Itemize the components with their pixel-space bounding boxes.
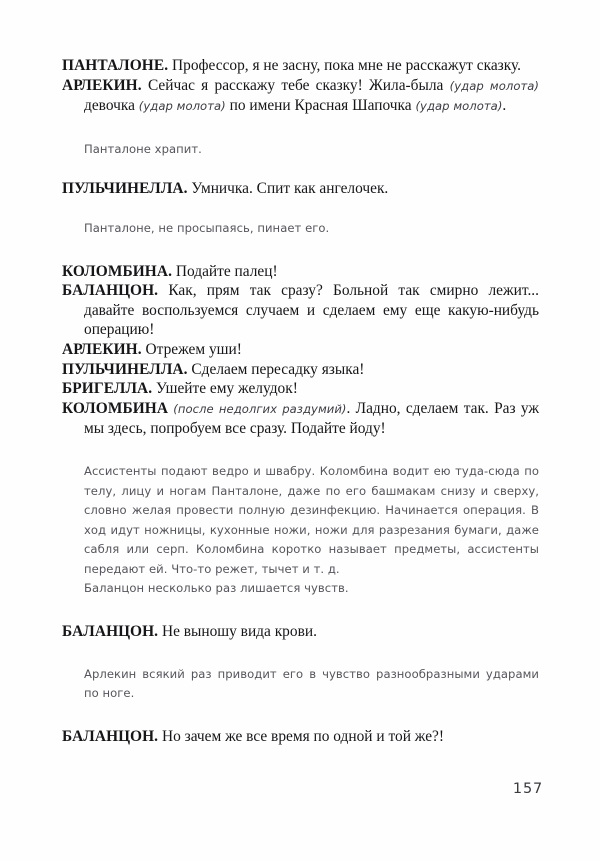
speaker-name: АРЛЕКИН. [62,340,142,358]
dialogue-text: по имени Красная Шапочка [225,97,416,115]
spacer [62,159,539,179]
dialogue-line [62,262,539,282]
stage-cue: (удар молота) [449,78,539,93]
speaker-name: КОЛОМБИНА. [62,262,173,280]
page-body [62,56,539,746]
speaker-name: БАЛАНЦОН. [62,623,159,641]
dialogue-line [62,379,539,399]
dialogue-text: Сейчас я расскажу тебе сказку! Жила-была [141,76,450,94]
dialogue-line [62,360,539,380]
dialogue-text: Умничка. Спит как ангелочек. [187,180,389,198]
spacer [62,239,539,262]
stage-cue: (удар молота) [138,99,226,114]
speaker-name: КОЛОМБИНА [62,399,169,417]
dialogue-text: Сделаем пересадку языка! [187,360,365,378]
stage-cue: (после недолгих раздумий) [168,401,347,416]
dialogue-text: Отрежем уши! [141,340,242,358]
dialogue-line [62,281,539,340]
spacer [62,642,539,665]
speaker-name: ПУЛЬЧИНЕЛЛА. [62,360,188,378]
speaker-name: ПАНТАЛОНЕ. [62,57,169,74]
dialogue-line [62,727,539,747]
dialogue-line [62,622,539,642]
speaker-name: БРИГЕЛЛА. [62,380,153,398]
stage-direction: Ассистенты подают ведро и швабру. Коломбина водит ею туда-сюда по телу, лицу и ногам Панталоне, даже по его башмакам снизу и сверху, словно желая провести полную дезинфекцию. Начинается операция. В ход идут ножницы, кухонные ножи, ножи для разрезания бумаги, даже сабля или серп. Коломбина коротко называет предметы, ассистенты передают ей. Что-то режет, тычет и т. д. [84,463,539,576]
dialogue-text: Как, прям так сразу? Больной так смирно лежит... давайте воспользуемся случаем и сделаем ему еще какую-нибудь операцию! [84,282,539,339]
dialogue-line [62,399,539,439]
dialogue-line [62,179,539,199]
speaker-name: БАЛАНЦОН. [62,727,159,745]
stage-direction: Баланцон несколько раз лишается чувств. [84,581,349,596]
dialogue-line [62,76,539,117]
stage-direction: Арлекин всякий раз приводит его в чувство разнообразными ударами по ноге. [84,666,539,701]
speaker-name: БАЛАНЦОН. [62,282,159,300]
dialogue-text: . Ладно, сделаем так. Раз уж мы здесь, попробуем все сразу. Подайте йоду! [84,399,539,438]
dialogue-line [62,56,539,76]
dialogue-text: Подайте палец! [172,262,278,280]
spacer [62,117,539,140]
spacer [62,599,539,622]
stage-direction: Панталоне, не просыпаясь, пинает его. [84,220,330,235]
dialogue-text: . [502,97,507,115]
dialogue-text: девочка [84,97,139,115]
speaker-name: ПУЛЬЧИНЕЛЛА. [62,180,188,198]
spacer [62,704,539,727]
dialogue-line [62,340,539,360]
spacer [62,199,539,219]
speaker-name: АРЛЕКИН. [62,76,142,94]
dialogue-text: Не выношу вида крови. [158,623,317,641]
dialogue-text: Но зачем же все время по одной и той же?! [158,727,444,745]
dialogue-text: Профессор, я не засну, пока мне не расскажут сказку. [168,57,521,74]
stage-direction: Панталоне храпит. [84,141,202,156]
spacer [62,439,539,462]
stage-cue: (удар молота) [415,99,503,114]
dialogue-text: Ушейте ему желудок! [152,380,298,398]
page-number: 157 [512,781,543,797]
